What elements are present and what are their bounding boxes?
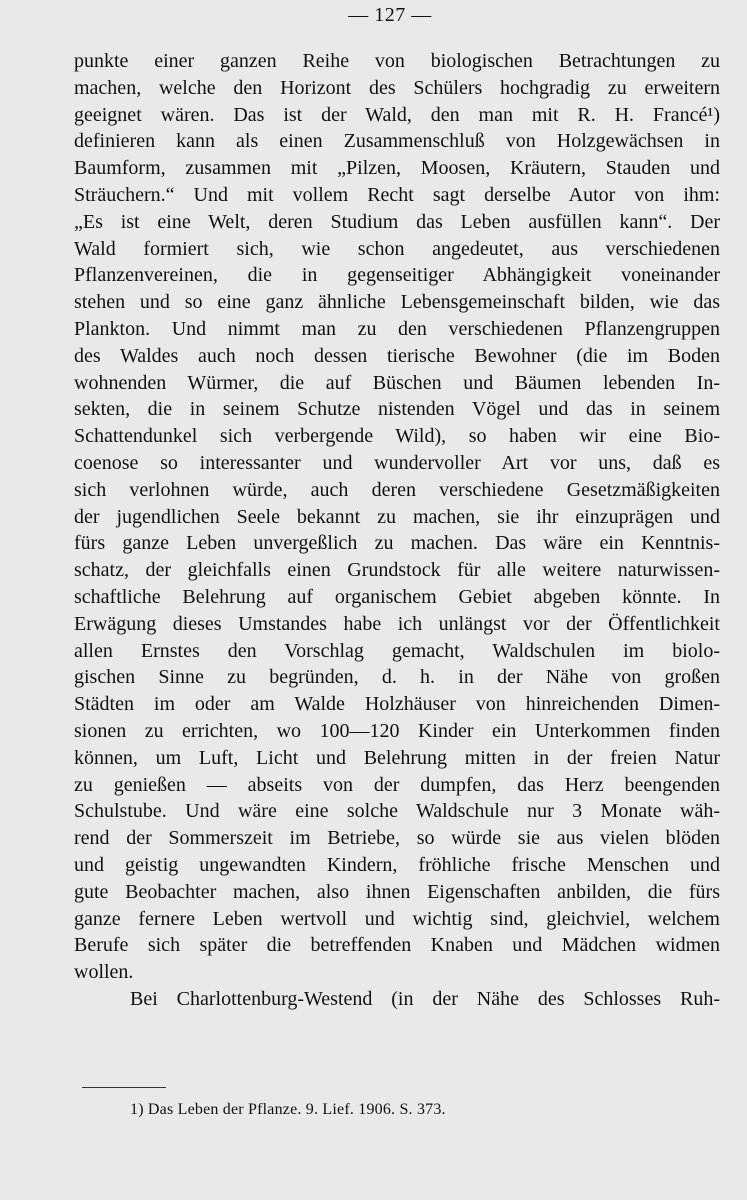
- text-line: fürs ganze Leben unvergeßlich zu machen. Das wäre ein Kenntnis-: [74, 532, 720, 555]
- text-line: sionen zu errichten, wo 100—120 Kinder ein Unterkommen finden: [74, 719, 720, 742]
- text-line: wohnenden Würmer, die auf Büschen und Bäumen lebenden In-: [74, 371, 720, 394]
- text-line: stehen und so eine ganz ähnliche Lebensgemeinschaft bilden, wie das: [74, 291, 720, 314]
- text-line: und geistig ungewandten Kindern, fröhliche frische Menschen und: [74, 853, 720, 876]
- page-number: — 127 —: [348, 4, 432, 26]
- text-line: schatz, der gleichfalls einen Grundstock für alle weitere naturwissen-: [74, 559, 720, 582]
- text-line: Berufe sich später die betreffenden Knaben und Mädchen widmen: [74, 934, 720, 957]
- text-line: gute Beobachter machen, also ihnen Eigenschaften anbilden, die fürs: [74, 880, 720, 903]
- text-line: rend der Sommerszeit im Betriebe, so würde sie aus vielen blöden: [74, 827, 720, 850]
- text-line: können, um Luft, Licht und Belehrung mitten in der freien Natur: [74, 746, 720, 769]
- text-line: ganze fernere Leben wertvoll und wichtig sind, gleichviel, welchem: [74, 907, 720, 930]
- text-line: des Waldes auch noch dessen tierische Bewohner (die im Boden: [74, 344, 720, 367]
- text-line: Städten im oder am Walde Holzhäuser von hinreichenden Dimen-: [74, 693, 720, 716]
- text-line: der jugendlichen Seele bekannt zu machen, sie ihr einzuprägen und: [74, 505, 720, 528]
- text-line: sich verlohnen würde, auch deren verschiedene Gesetzmäßigkeiten: [74, 478, 720, 501]
- text-line: coenose so interessanter und wundervoller Art vor uns, daß es: [74, 451, 720, 474]
- text-line: Wald formiert sich, wie schon angedeutet, aus verschiedenen: [74, 237, 720, 260]
- text-line: geeignet wären. Das ist der Wald, den man mit R. H. Francé¹): [74, 103, 720, 126]
- text-line: schaftliche Belehrung auf organischem Gebiet abgeben könnte. In: [74, 585, 720, 608]
- text-line: zu genießen — abseits von der dumpfen, das Herz beengenden: [74, 773, 720, 796]
- footnote: 1) Das Leben der Pflanze. 9. Lief. 1906. S. 373.: [130, 1101, 446, 1118]
- text-line: definieren kann als einen Zusammenschluß von Holzgewächsen in: [74, 130, 720, 153]
- text-line: „Es ist eine Welt, deren Studium das Leben ausfüllen kann“. Der: [74, 210, 720, 233]
- footnote-divider: [82, 1087, 166, 1088]
- text-line: machen, welche den Horizont des Schülers hochgradig zu erweitern: [74, 76, 720, 99]
- text-line: sekten, die in seinem Schutze nistenden Vögel und das in seinem: [74, 398, 720, 421]
- text-line: Plankton. Und nimmt man zu den verschiedenen Pflanzengruppen: [74, 317, 720, 340]
- text-line: wollen.: [74, 961, 134, 984]
- text-line: Bei Charlottenburg-Westend (in der Nähe des Schlosses Ruh-: [130, 987, 720, 1010]
- text-line: allen Ernstes den Vorschlag gemacht, Waldschulen im biolo-: [74, 639, 720, 662]
- text-line: punkte einer ganzen Reihe von biologischen Betrachtungen zu: [74, 50, 720, 72]
- text-line: Schattendunkel sich verbergende Wild), so haben wir eine Bio-: [74, 425, 720, 448]
- body-text: [74, 48, 720, 1013]
- text-line: gischen Sinne zu begründen, d. h. in der Nähe von großen: [74, 666, 720, 689]
- text-line: Erwägung dieses Umstandes habe ich unlängst vor der Öffentlichkeit: [74, 612, 720, 635]
- text-line: Baumform, zusammen mit „Pilzen, Moosen, Kräutern, Stauden und: [74, 157, 720, 180]
- text-line: Sträuchern.“ Und mit vollem Recht sagt derselbe Autor von ihm:: [74, 183, 720, 206]
- text-line: Pflanzenvereinen, die in gegenseitiger Abhängigkeit voneinander: [74, 264, 720, 287]
- text-line: Schulstube. Und wäre eine solche Waldschule nur 3 Monate wäh-: [74, 800, 720, 823]
